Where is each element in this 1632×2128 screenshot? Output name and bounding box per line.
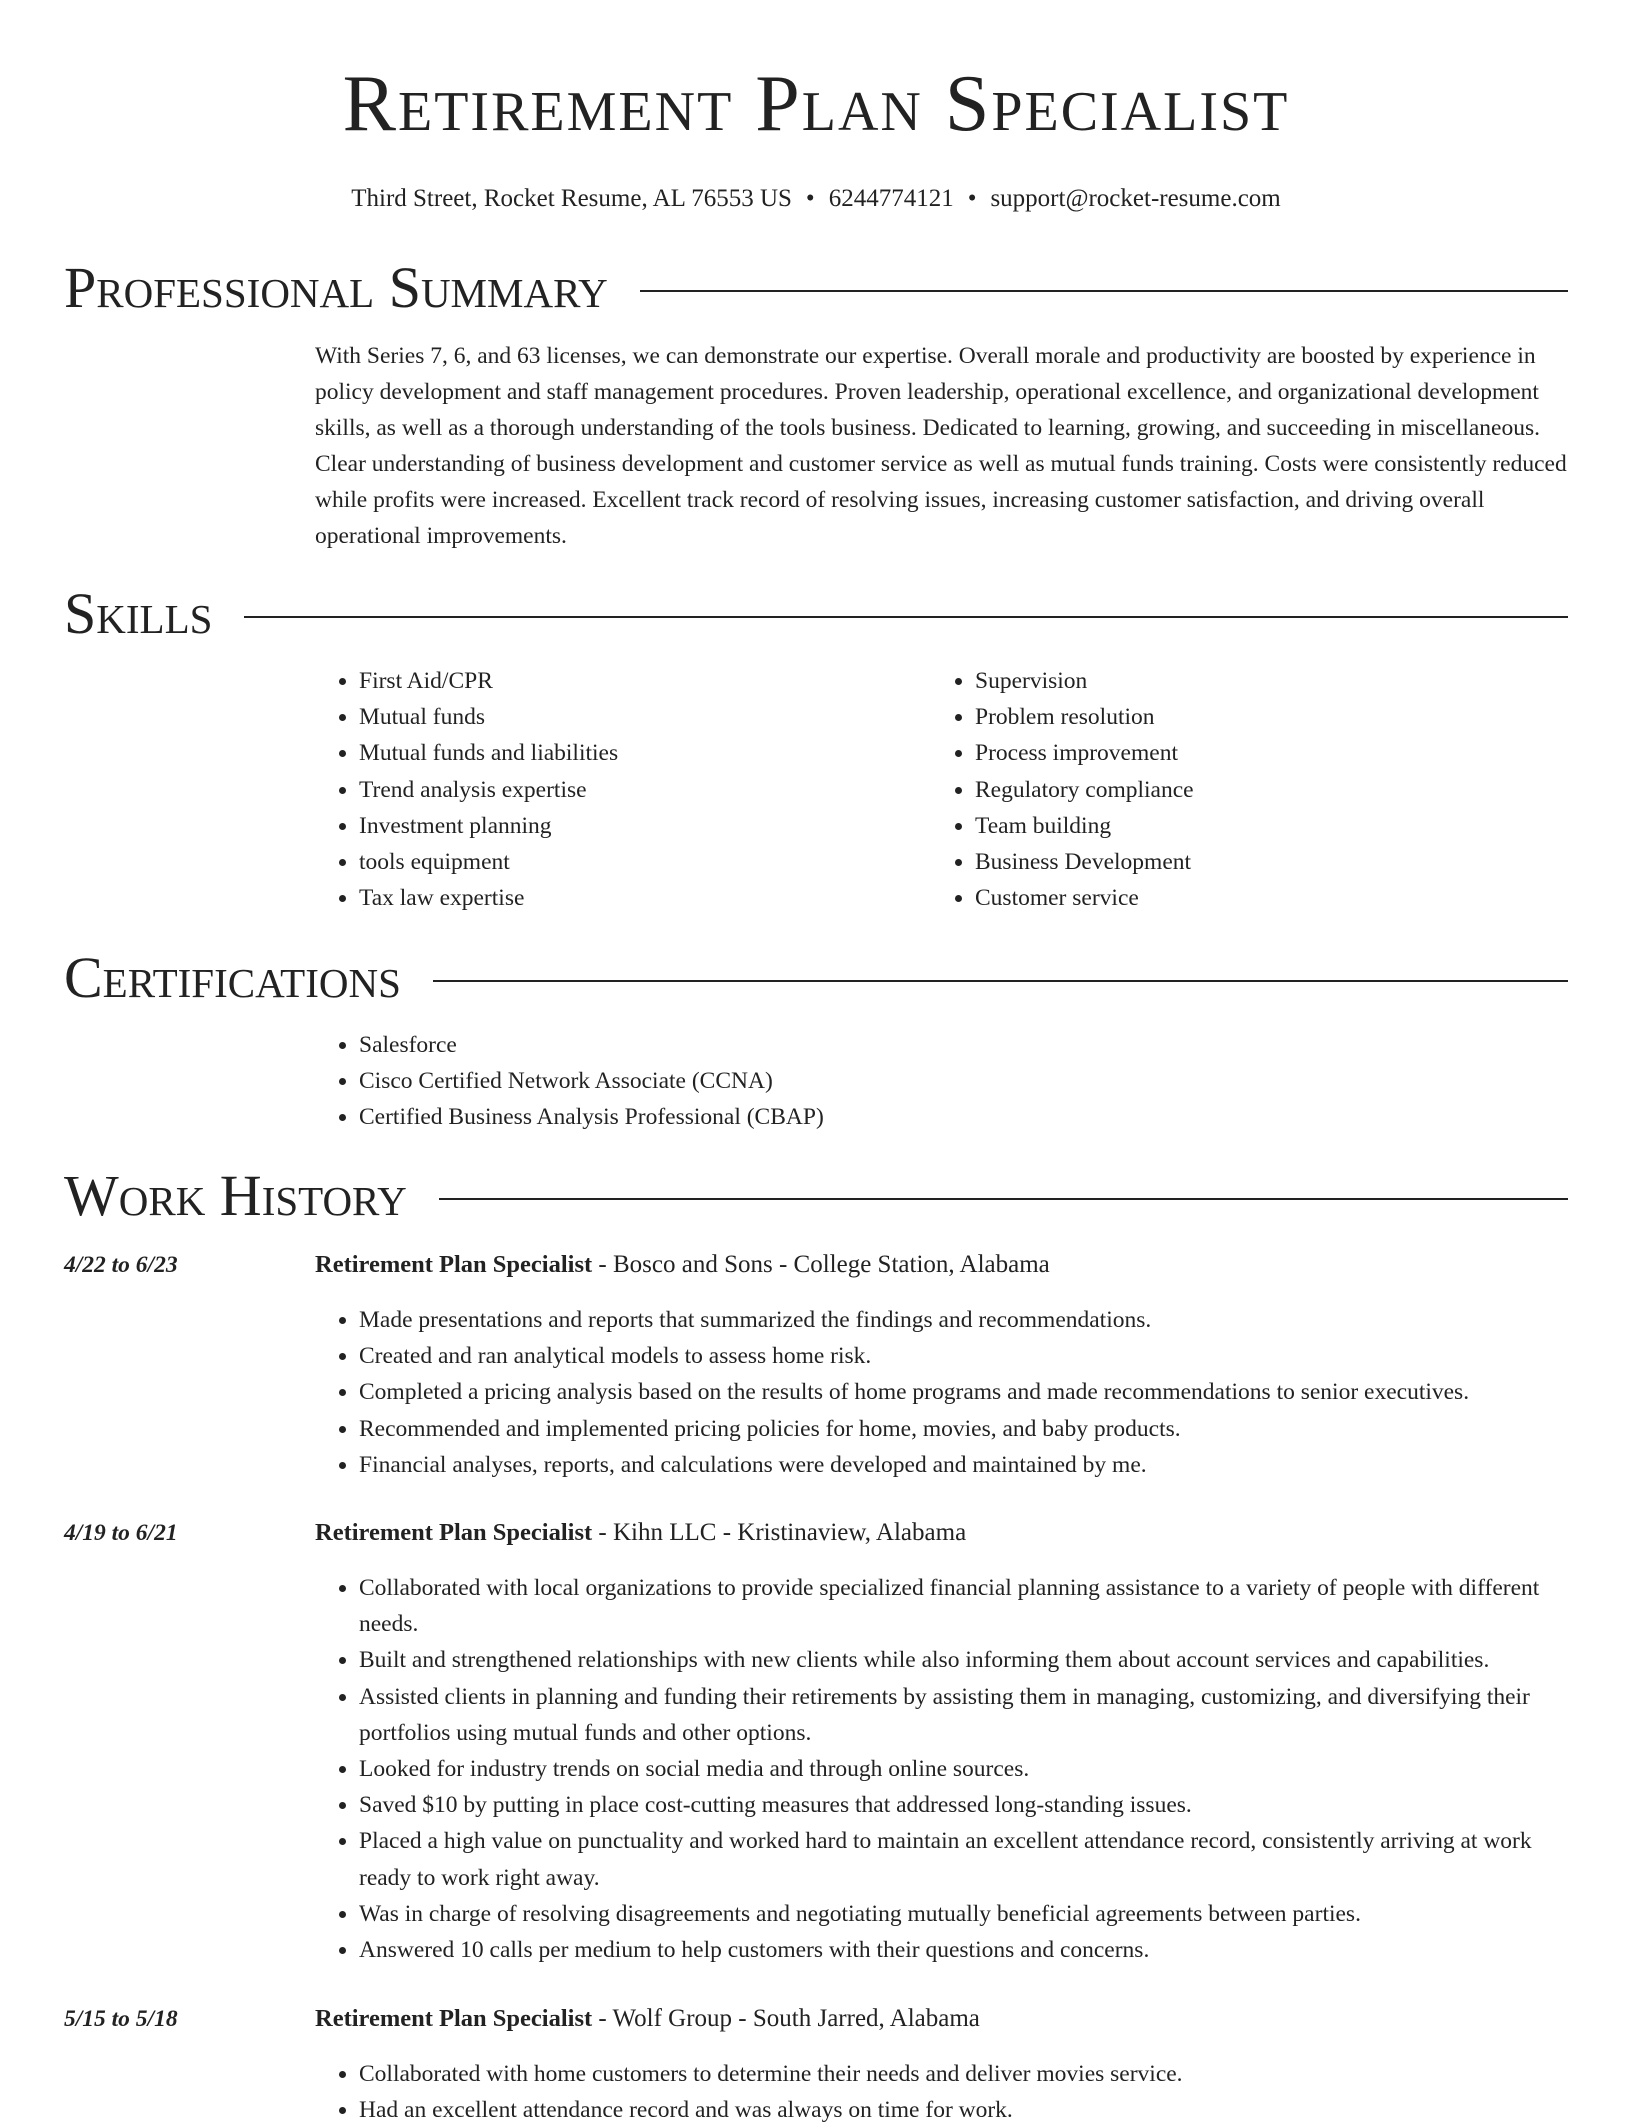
skill-item: • Investment planning [359,808,875,844]
skill-item: • Team building [975,808,1491,844]
summary-text: With Series 7, 6, and 63 licenses, we can demonstrate our expertise. Overall morale and productivity are boosted by experience in policy development and staff management procedures. Proven leadership, operational excellence, and organizational development skills, as well as a thorough understanding of the tools business. Dedicated to learning, growing, and succeeding in miscellaneous. Clear understanding of business development and customer service as well as mutual funds training. Costs were consistently reduced while profits were increased. Excellent track record of resolving issues, increasing customer satisfaction, and driving overall operational improvements. [315,343,1567,549]
skills-list-right [931,663,1491,916]
work-heading: Work History [64,1163,407,1228]
job-bullet-list [315,2056,1570,2128]
job-bullet: • Recommended and implemented pricing policies for home, movies, and baby products. [359,1411,1570,1447]
skills-list-left [315,663,875,916]
summary-heading: Professional Summary [64,255,608,320]
job-bullet: • Answered 10 calls per medium to help customers with their questions and concerns. [359,1932,1570,1968]
job-bullet: • Looked for industry trends on social media and through online sources. [359,1751,1570,1787]
contact-address: Third Street, Rocket Resume, AL 76553 US [351,185,792,212]
contact-phone: 6244774121 [828,185,954,212]
skill-item: • tools equipment [359,844,875,880]
skill-item: • Trend analysis expertise [359,772,875,808]
section-divider [439,1198,1568,1200]
job-company: - Kihn LLC - Kristinaview, Alabama [592,1519,967,1546]
skills-section-header [64,581,1568,646]
skill-item: • Problem resolution [975,699,1491,735]
work-section-header [64,1163,1568,1228]
section-divider [433,980,1568,982]
job-bullet: • Saved $10 by putting in place cost-cutting measures that addressed long-standing issues. [359,1787,1570,1823]
skills-left-column [315,663,875,916]
certifications-section-header [64,945,1568,1010]
job-bullet: • Placed a high value on punctuality and worked hard to maintain an excellent attendance record, consistently arriving at work ready to work right away. [359,1823,1570,1895]
job-bullets [315,1570,1570,1968]
section-divider [244,616,1568,618]
job-bullet: • Created and ran analytical models to assess home risk. [359,1338,1570,1374]
summary-section-header [64,255,1568,320]
contact-separator: • [967,185,977,212]
job-bullet: • Collaborated with home customers to determine their needs and deliver movies service. [359,2056,1570,2092]
skill-item: • Regulatory compliance [975,772,1491,808]
contact-line [0,184,1632,214]
certifications-block [315,1027,1315,1136]
job-bullet-list [315,1570,1570,1968]
skill-item: • Customer service [975,880,1491,916]
skill-item: • Supervision [975,663,1491,699]
skills-heading: Skills [64,581,213,646]
job-bullets [315,1302,1570,1483]
skill-item: • Mutual funds and liabilities [359,735,875,771]
job-bullet: • Built and strengthened relationships with new clients while also informing them about account services and capabilities. [359,1642,1570,1678]
certifications-list [315,1027,1315,1136]
job-dates: 5/15 to 5/18 [64,2006,178,2032]
job-title: Retirement Plan Specialist [315,1519,593,1546]
job-bullet: • Completed a pricing analysis based on the results of home programs and made recommendations to senior executives. [359,1374,1570,1410]
resume-name: Retirement Plan Specialist [342,60,1290,148]
contact-email[interactable]: support@rocket-resume.com [990,185,1281,212]
skill-item: • First Aid/CPR [359,663,875,699]
job-bullets [315,2056,1570,2128]
job-title: Retirement Plan Specialist [315,2005,593,2032]
job-heading [315,2004,980,2034]
job-bullet: • Was in charge of resolving disagreements and negotiating mutually beneficial agreements between parties. [359,1896,1570,1932]
job-company: - Bosco and Sons - College Station, Alabama [592,1251,1050,1278]
skill-item: • Process improvement [975,735,1491,771]
section-divider [640,290,1568,292]
job-heading [315,1250,1050,1280]
job-bullet: • Had an excellent attendance record and was always on time for work. [359,2092,1570,2128]
job-bullet-list [315,1302,1570,1483]
job-bullet: • Assisted clients in planning and funding their retirements by assisting them in managing, customizing, and diversifying their portfolios using mutual funds and other options. [359,1679,1570,1751]
skills-right-column [931,663,1491,916]
certifications-heading: Certifications [64,945,401,1010]
skill-item: • Mutual funds [359,699,875,735]
contact-separator: • [805,185,815,212]
job-bullet: • Made presentations and reports that summarized the findings and recommendations. [359,1302,1570,1338]
job-dates: 4/22 to 6/23 [64,1252,178,1278]
job-bullet: • Collaborated with local organizations to provide specialized financial planning assistance to a variety of people with different needs. [359,1570,1570,1642]
job-title: Retirement Plan Specialist [315,1251,593,1278]
job-bullet: • Financial analyses, reports, and calculations were developed and maintained by me. [359,1447,1570,1483]
skill-item: • Business Development [975,844,1491,880]
certification-item: • Cisco Certified Network Associate (CCNA) [359,1063,1315,1099]
job-company: - Wolf Group - South Jarred, Alabama [592,2005,980,2032]
job-heading [315,1518,966,1548]
job-dates: 4/19 to 6/21 [64,1520,178,1546]
certification-item: • Salesforce [359,1027,1315,1063]
certification-item: • Certified Business Analysis Professional (CBAP) [359,1099,1315,1135]
skill-item: • Tax law expertise [359,880,875,916]
